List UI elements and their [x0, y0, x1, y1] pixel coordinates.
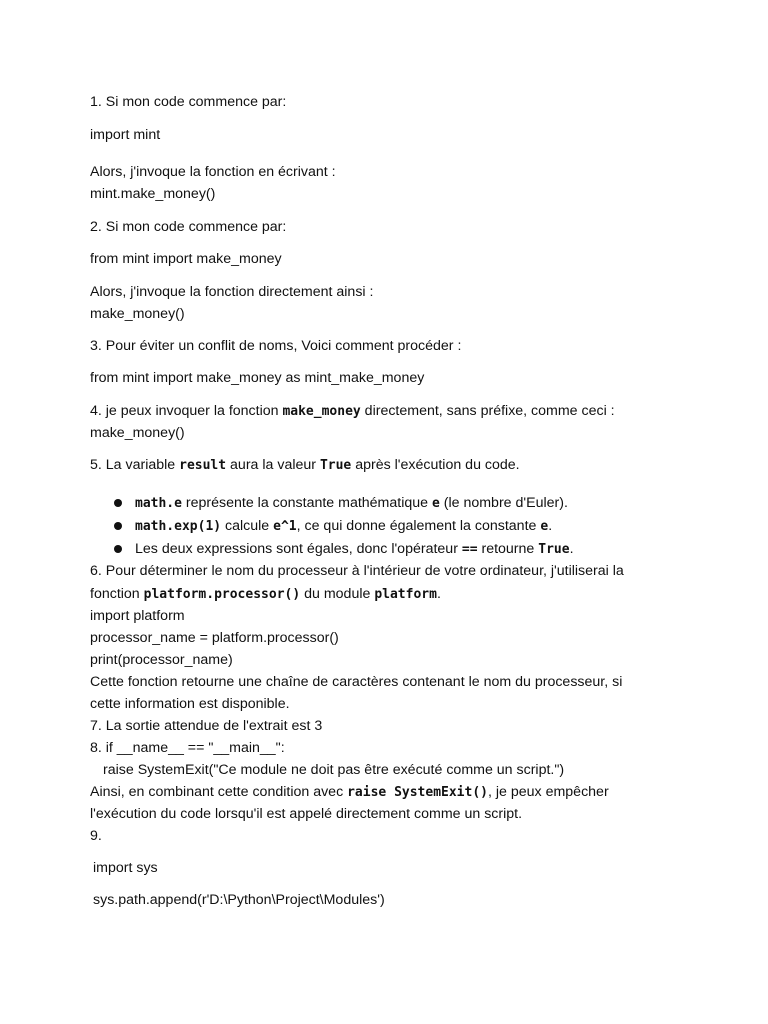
b3-text-b: retourne [477, 541, 539, 557]
bullet-2-icon [114, 522, 122, 530]
q8-text-b: , je peux empêcher [488, 784, 609, 800]
b2-code: math.exp(1) [135, 519, 222, 534]
q1-code: import mint [90, 127, 161, 143]
q2-text: Alors, j'invoque la fonction directement ainsi : [90, 284, 374, 300]
q1-text: Alors, j'invoque la fonction en écrivant : [90, 164, 336, 180]
q1-heading: 1. Si mon code commence par: [90, 94, 287, 110]
q9-append: sys.path.append(r'D:\Python\Project\Modules') [93, 892, 385, 908]
q5-text-a: 5. La variable [90, 457, 180, 473]
q6-line1: 6. Pour déterminer le nom du processeur à l'intérieur de votre ordinateur, j'utiliserai la [90, 563, 624, 579]
q5-text-b: aura la valeur [226, 457, 320, 473]
q4-text-a: 4. je peux invoquer la fonction [90, 403, 283, 419]
b2-text-b: , ce qui donne également la constante [296, 518, 541, 534]
q1-call: mint.make_money() [90, 186, 216, 202]
b1-code-e: e [431, 496, 440, 511]
q6-print: print(processor_name) [90, 652, 233, 668]
q5-text-c: après l'exécution du code. [351, 457, 520, 473]
bullet-3-icon [114, 545, 122, 553]
q4-line [90, 402, 615, 421]
q8-line1 [90, 783, 609, 802]
b3-text-c: . [569, 541, 574, 557]
q6-line2 [90, 585, 441, 604]
q5-code-true: True [319, 458, 352, 473]
q6-text-c: . [436, 586, 441, 602]
bullet-3 [135, 540, 574, 559]
q9: 9. [90, 828, 102, 844]
b1-code: math.e [135, 496, 182, 511]
b2-code-e1: e^1 [273, 519, 297, 534]
q2-call: make_money() [90, 306, 185, 322]
b2-text-a: calcule [221, 518, 274, 534]
q7: 7. La sortie attendue de l'extrait est 3 [90, 718, 323, 734]
q5-code-result: result [179, 458, 227, 473]
b2-text-c: . [548, 518, 553, 534]
q2-heading: 2. Si mon code commence par: [90, 219, 287, 235]
q6-assign: processor_name = platform.processor() [90, 630, 339, 646]
q6-import: import platform [90, 608, 185, 624]
q4-code: make_money [282, 404, 361, 419]
q5-line [90, 456, 520, 475]
b2-code-e: e [540, 519, 549, 534]
q3-code: from mint import make_money as mint_make_money [90, 370, 425, 386]
q4-call: make_money() [90, 425, 185, 441]
b1-text-a: représente la constante mathématique [181, 495, 432, 511]
q6-code-processor: platform.processor() [143, 587, 301, 602]
q2-code: from mint import make_money [90, 251, 282, 267]
b3-code-eq: == [461, 542, 478, 557]
q8-raise: raise SystemExit("Ce module ne doit pas être exécuté comme un script.") [103, 762, 565, 778]
q6-desc1: Cette fonction retourne une chaîne de caractères contenant le nom du processeur, si [90, 674, 623, 690]
q8-if: 8. if __name__ == "__main__": [90, 740, 285, 756]
q6-desc2: cette information est disponible. [90, 696, 290, 712]
q6-code-platform: platform [374, 587, 437, 602]
q9-import: import sys [93, 860, 158, 876]
q8-line2: l'exécution du code lorsqu'il est appelé directement comme un script. [90, 806, 523, 822]
b3-text-a: Les deux expressions sont égales, donc l'opérateur [135, 541, 462, 557]
q8-text-a: Ainsi, en combinant cette condition avec [90, 784, 348, 800]
q6-text-a: fonction [90, 586, 144, 602]
q8-code: raise SystemExit() [347, 785, 488, 800]
q4-text-b: directement, sans préfixe, comme ceci : [360, 403, 615, 419]
b3-code-true: True [538, 542, 570, 557]
q6-text-b: du module [300, 586, 375, 602]
q3-heading: 3. Pour éviter un conflit de noms, Voici comment procéder : [90, 338, 462, 354]
bullet-2 [135, 517, 552, 536]
bullet-1-icon [114, 499, 122, 507]
bullet-1 [135, 494, 568, 513]
b1-text-b: (le nombre d'Euler). [439, 495, 568, 511]
